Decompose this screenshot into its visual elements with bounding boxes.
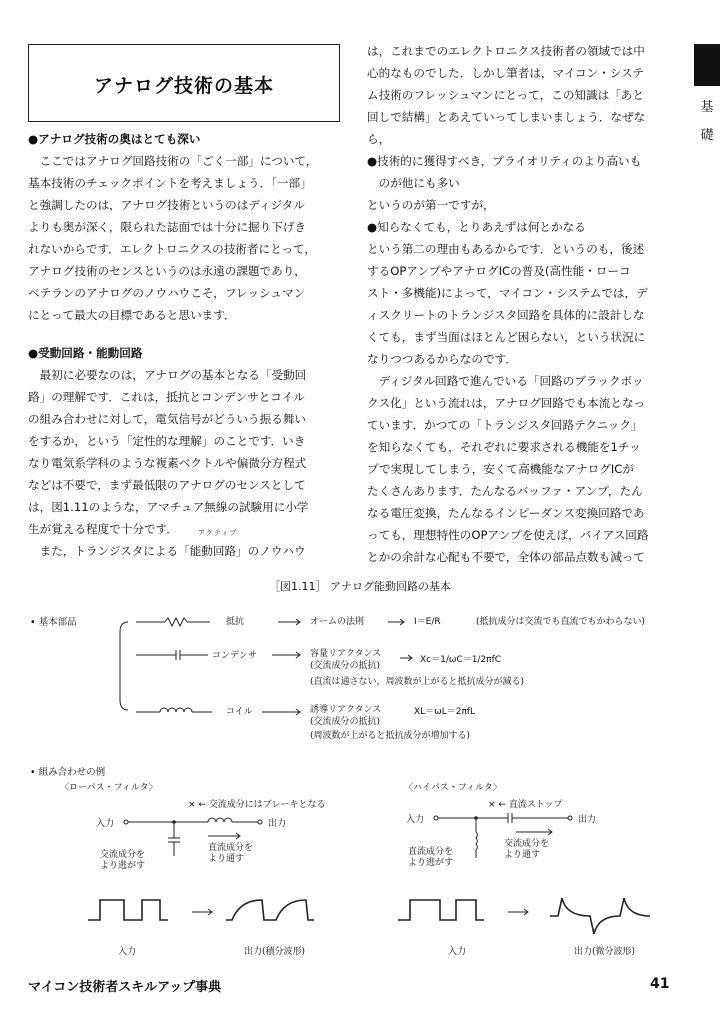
page-number: 41 [650,976,670,992]
highpass-input-label: 入力 [406,815,425,825]
capacitive-reactance-sub: (交流成分の抵抗) [310,661,381,671]
paragraph-line: たくさんあります．たんなるバッファ・アンプ，たん [367,484,643,498]
lowpass-output-label: 出力 [268,819,287,829]
inductive-reactance-label: 誘導リアクタンス [310,705,382,715]
paragraph-line: くても，まず当面はほとんど困らない，という状況に [367,330,646,344]
highpass-cross-note: × ← 直流ストップ [488,800,563,810]
figure-section-label: • 基本部品 [30,617,77,628]
inductive-reactance-formula: XL＝ωL＝2πfL [414,707,476,717]
lowpass-ac-note: 交流成分を [100,850,146,860]
resistor-name: 抵抗 [226,617,245,627]
lowpass-wave-output-label: 出力(積分波形) [244,947,306,957]
paragraph-line: なりつつあるからなのです． [367,352,517,366]
book-title-footer: マイコン技術者スキルアップ事典 [28,980,222,995]
capacitive-reactance-formula: Xc＝1/ωC＝1/2πfC [420,655,502,665]
paragraph-line: 路」の理解です．これは，抵抗とコンデンサとコイル [28,390,305,404]
coil-note: (周波数が上がると抵抗成分が増加する) [310,731,471,741]
paragraph-line: をするか，という「定性的な理解」のことです．いき [28,434,306,448]
highpass-input-wave [398,900,484,920]
paragraph-line: というのが第一ですが， [367,198,495,212]
paragraph-line: ィスクリートのトランジスタ回路を具体的に設計しな [367,308,645,322]
highpass-ac-note-2: より通す [504,850,541,860]
paragraph-line: なり電気系学科のような複素ベクトルや偏微分方程式 [28,456,307,470]
paragraph-line: ています．かつての「トランジスタ回路テクニック」 [367,418,643,432]
paragraph-line: するOPアンプやアナログICの普及(高性能・ローコ [367,264,631,278]
paragraph-line: 回しで結構」とあえていってしまいましょう．なぜな [367,110,646,124]
paragraph-line: ベテランのアナログのノウハウこそ，フレッシュマン [28,286,306,300]
coil-symbol [160,708,192,712]
ohms-law-formula: I＝E/R [414,617,441,627]
component-bracket [120,622,128,710]
bullet-line: ●知らなくても，とりあえずは何とかなる [367,220,586,234]
highpass-title: 〈ハイパス・フィルタ〉 [404,783,502,793]
capacitor-name: コンデンサ [212,651,257,661]
paragraph-line: とかの余計な心配も不要で，全体の部品点数も減って [367,550,646,564]
paragraph-line: ディジタル回路で進んでいる「回路のブラックボッ [378,374,644,388]
section-heading: ●受動回路・能動回路 [28,346,143,360]
paragraph-line: よりも奥が深く，限られた誌面では十分に掘り下げき [28,220,307,234]
paragraph-line: 心的なものでした．しかし筆者は，マイコン・システ [367,66,644,80]
lowpass-coil [208,818,232,822]
highpass-dc-note: 直流成分を [408,847,454,857]
highpass-output-wave [550,898,650,934]
lowpass-output-wave [226,900,314,920]
highpass-wave-input-label: 入力 [448,947,467,957]
highpass-coil [476,832,477,850]
capacitive-reactance-label: 容量リアクタンス [310,649,382,659]
paragraph-line: という第二の理由もあるからです．というのも，後述 [367,242,645,256]
paragraph-line: なる電圧変換，たんなるインピーダンス変換回路であ [367,506,645,520]
inductive-reactance-sub: (交流成分の抵抗) [310,717,381,727]
lowpass-ac-note-2: より逃がす [100,861,146,871]
highpass-dc-note-2: より逃がす [408,858,454,868]
page-title: アナログ技術の基本 [93,75,274,97]
capacitor-note: (直流は通さない，周波数が上がると抵抗成分が減る) [310,677,525,687]
bullet-line: のが他にも多い [367,176,460,190]
paragraph-line: ここではアナログ回路技術の「ごく一部」について， [39,154,318,168]
ruby-annotation: アクティブ [198,529,238,537]
paragraph-line: と強調したのは，アナログ技術というのはディジタル [28,198,305,212]
lowpass-title: 〈ローパス・フィルタ〉 [60,783,158,793]
section-heading: ●アナログ技術の奥はとても深い [28,132,201,146]
paragraph-line: 生が覚える程度で十分です． [28,522,178,536]
paragraph-line: 基本技術のチェックポイントを考えましょう．「一部」 [28,176,312,190]
paragraph-line: などは不要で，まず最低限のアナログのセンスとして [28,478,306,492]
paragraph-line: 最初に必要なのは，アナログの基本となる「受動回 [39,368,307,382]
highpass-wave-output-label: 出力(微分波形) [574,947,636,957]
paragraph-line: の組み合わせに対して，電気信号がどういう振る舞い [28,412,307,426]
paragraph-line: は，これまでのエレクトロニクス技術者の領域では中 [367,44,645,58]
paragraph-line: アナログ技術のセンスというのは永遠の課題であり， [28,264,306,278]
paragraph-line: また，トランジスタによる「能動回路」のノウハウ [39,544,306,558]
resistor-note: (抵抗成分は交流でも直流でもかわらない) [476,617,646,627]
lowpass-dc-note-2: より通す [208,854,245,864]
lowpass-cross-note: × ← 交流成分にはブレーキとなる [188,800,326,810]
figure-section-label: • 組み合わせの例 [30,767,106,778]
lowpass-wave-input-label: 入力 [118,947,137,957]
paragraph-line: は，図1.11のような，アマチュア無線の試験用に小学 [28,500,309,514]
chapter-tab-char-1: 基 [700,100,714,115]
resistor-symbol [165,618,187,626]
paragraph-line: スト・多機能)によって，マイコン・システムでは，デ [367,286,648,300]
lowpass-dc-note: 直流成分を [208,843,254,853]
figure-caption: ［図1.11］ アナログ能動回路の基本 [269,580,451,593]
coil-name: コイル [226,707,253,717]
ohms-law-label: オームの法則 [310,617,365,627]
paragraph-line: にとって最大の目標であると思います． [28,308,236,322]
paragraph-line: れないからです．エレクトロニクスの技術者にとって， [28,242,316,256]
paragraph-line: を知らなくても，それぞれに要求される機能を1チッ [367,440,641,454]
paragraph-line: ら， [367,132,391,146]
paragraph-line: クス化」という流れは，アナログ回路でも本流となっ [367,396,646,410]
highpass-ac-note: 交流成分を [504,839,550,849]
highpass-output-label: 出力 [578,815,597,825]
paragraph-line: プで実現してしまう，安くて高機能なアナログICが [367,462,634,476]
chapter-tab-char-2: 礎 [700,128,714,143]
paragraph-line: っても，理想特性のOPアンプを使えば，バイアス回路 [367,528,649,542]
lowpass-input-wave [88,900,168,920]
bullet-line: ●技術的に獲得すべき，プライオリティのより高いも [367,154,642,168]
paragraph-line: ム技術のフレッシュマンにとって，この知識は「あと [367,88,644,102]
lowpass-input-label: 入力 [96,819,115,829]
